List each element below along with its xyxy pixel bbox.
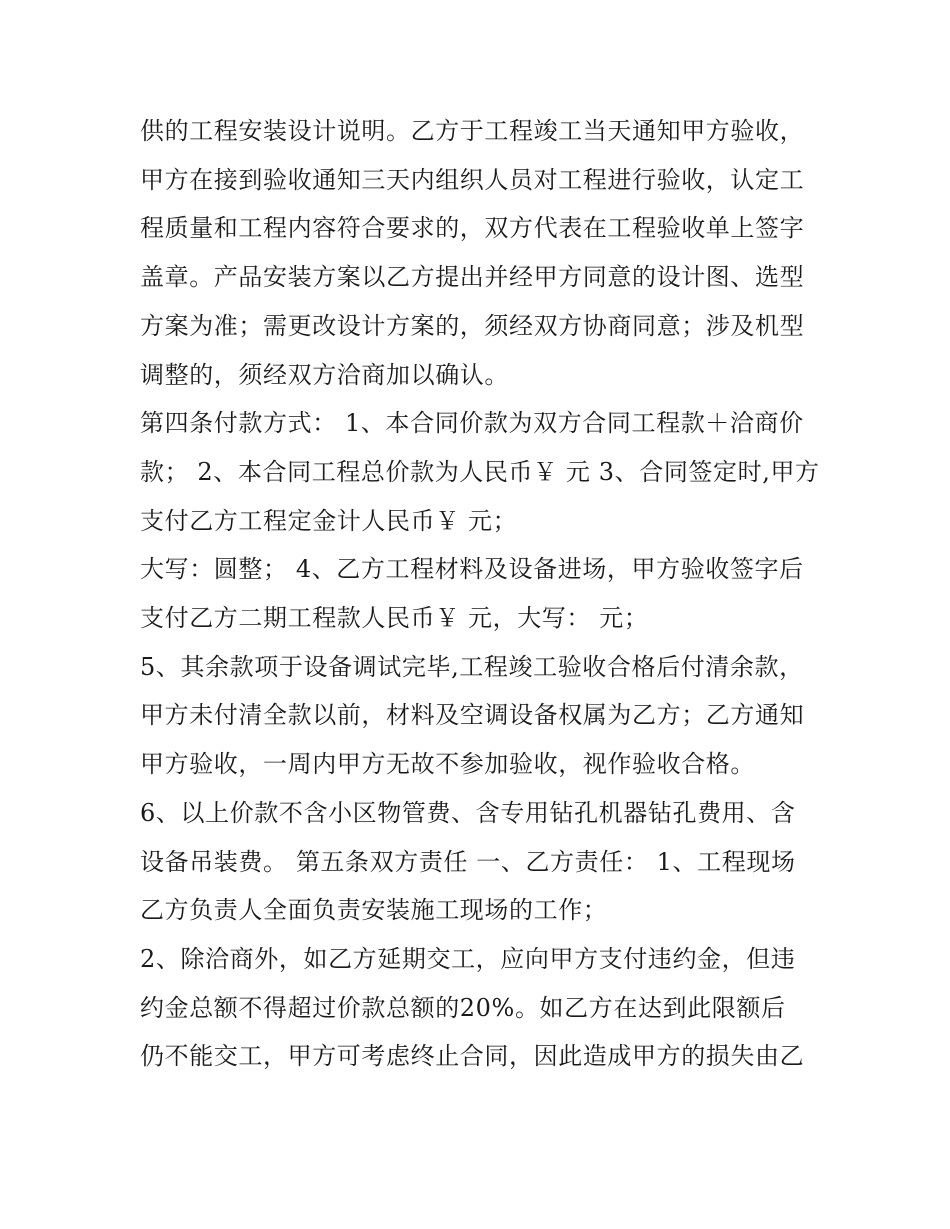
text-line-19: 约金总额不得超过价款总额的20%。如乙方在达到此限额后 [140, 993, 786, 1022]
text-line-5: 方案为准；需更改设计方案的，须经双方协商同意；涉及机型 [140, 311, 805, 340]
text-line-15: 6、以上价款不含小区物管费、含专用钻孔机器钻孔费用、含 [140, 798, 796, 827]
text-line-18: 2、除洽商外，如乙方延期交工，应向甲方支付违约金，但违 [140, 944, 796, 973]
text-line-14: 甲方验收，一周内甲方无故不参加验收，视作验收合格。 [140, 750, 755, 779]
text-line-6: 调整的，须经双方洽商加以确认。 [140, 360, 509, 389]
text-line-20: 仍不能交工，甲方可考虑终止合同，因此造成甲方的损失由乙 [140, 1042, 805, 1071]
text-line-1: 供的工程安装设计说明。乙方于工程竣工当天通知甲方验收， [140, 117, 805, 145]
text-line-16: 设备吊装费。 第五条双方责任 一、乙方责任： 1、工程现场 [140, 847, 796, 876]
text-line-4: 盖章。产品安装方案以乙方提出并经甲方同意的设计图、选型 [140, 263, 805, 292]
text-line-2: 甲方在接到验收通知三天内组织人员对工程进行验收，认定工 [140, 165, 805, 194]
text-line-3: 程质量和工程内容符合要求的，双方代表在工程验收单上签字 [140, 214, 805, 243]
text-line-17: 乙方负责人全面负责安装施工现场的工作； [140, 896, 608, 925]
text-line-9: 支付乙方工程定金计人民币￥ 元； [140, 506, 518, 535]
text-line-11: 支付乙方二期工程款人民币￥ 元，大写： 元； [140, 604, 649, 633]
text-line-10: 大写：圆整； 4、乙方工程材料及设备进场，甲方验收签字后 [140, 555, 804, 584]
text-line-12: 5、其余款项于设备调试完毕,工程竣工验收合格后付清余款， [140, 652, 804, 681]
text-line-8: 款； 2、本合同工程总价款为人民币￥ 元 3、合同签定时,甲方 [140, 457, 820, 486]
document-body [140, 107, 820, 1081]
text-line-7: 第四条付款方式： 1、本合同价款为双方合同工程款＋洽商价 [140, 409, 804, 438]
text-line-13: 甲方未付清全款以前，材料及空调设备权属为乙方；乙方通知 [140, 701, 805, 730]
